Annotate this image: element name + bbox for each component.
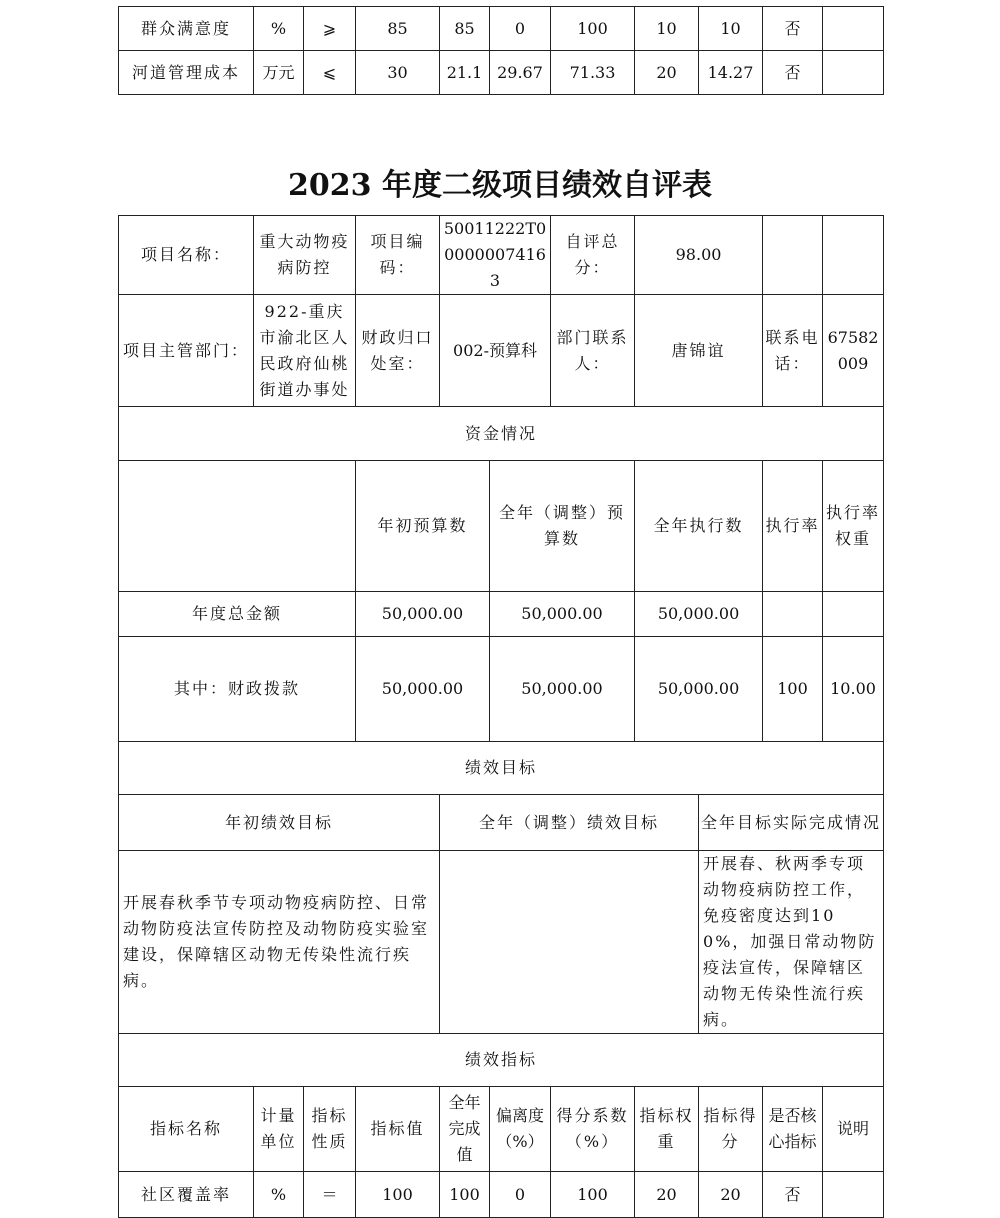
table-row [119,51,884,95]
indicators-section-row [119,1034,884,1087]
page-title: 2023 年度二级项目绩效自评表 [288,168,712,203]
funds-rate: 100 [763,637,823,742]
goals-header-initial: 年初绩效目标 [119,795,440,851]
goals-header-actual: 全年目标实际完成情况 [699,795,884,851]
indicator-coef: 100 [551,1172,635,1218]
indicator-actual: 100 [440,1172,490,1218]
indicator-weight: 20 [635,1172,699,1218]
indicators-section-title: 绩效指标 [119,1034,884,1087]
indicator-unit: % [254,1172,304,1218]
project-name-row [119,216,884,295]
finance-label: 财政归口处室： [356,295,440,407]
goals-actual-text: 开展春、秋两季专项动物疫病防控工作，免疫密度达到100%，加强日常动物防疫法宣传，保障辖区动物无传染性流行疾病。 [699,851,884,1034]
goals-section-row [119,742,884,795]
funds-section-title: 资金情况 [119,407,884,461]
goals-content-row [119,851,884,1034]
project-name-label: 项目名称： [119,216,254,295]
ind-header-core: 是否核心指标 [763,1087,823,1172]
funds-adjusted: 50,000.00 [490,637,635,742]
indicator-weight: 10 [635,7,699,51]
indicator-nature: ＝ [304,1172,356,1218]
indicator-actual: 21.1 [440,51,490,95]
funds-header-rate-weight: 执行率权重 [823,461,884,592]
indicator-note [823,51,884,95]
indicator-unit: % [254,7,304,51]
table-row [119,592,884,637]
contact-value: 唐锦谊 [635,295,763,407]
project-code-value: 50011222T000000074163 [440,216,551,295]
indicator-score: 20 [699,1172,763,1218]
contact-label: 部门联系人： [551,295,635,407]
indicator-deviation: 0 [490,7,551,51]
funds-budget: 50,000.00 [356,592,490,637]
empty-cell [119,461,356,592]
goals-section-title: 绩效目标 [119,742,884,795]
finance-value: 002-预算科 [440,295,551,407]
phone-value: 67582009 [823,295,884,407]
funds-weight: 10.00 [823,637,884,742]
department-row [119,295,884,407]
funds-row-label: 其中：财政拨款 [119,637,356,742]
indicator-target: 30 [356,51,440,95]
funds-row-label: 年度总金额 [119,592,356,637]
indicator-unit: 万元 [254,51,304,95]
funds-rate [763,592,823,637]
dept-value: 922-重庆市渝北区人民政府仙桃街道办事处 [254,295,356,407]
project-code-label: 项目编码： [356,216,440,295]
goals-adjusted-text [440,851,699,1034]
funds-adjusted: 50,000.00 [490,592,635,637]
funds-header-row [119,461,884,592]
indicator-actual: 85 [440,7,490,51]
indicator-target: 100 [356,1172,440,1218]
funds-header-rate: 执行率 [763,461,823,592]
indicator-core: 否 [763,51,823,95]
top-indicator-table [118,6,884,95]
funds-executed: 50,000.00 [635,637,763,742]
table-row [119,1172,884,1218]
empty-cell [763,216,823,295]
indicator-weight: 20 [635,51,699,95]
table-row [119,7,884,51]
ind-header-score: 指标得分 [699,1087,763,1172]
goals-initial-text: 开展春秋季节专项动物疫病防控、日常动物防疫法宣传防控及动物防疫实验室建设，保障辖区动物无传染性流行疾病。 [119,851,440,1034]
indicator-name: 社区覆盖率 [119,1172,254,1218]
ind-header-nature: 指标性质 [304,1087,356,1172]
indicator-core: 否 [763,1172,823,1218]
indicator-score: 14.27 [699,51,763,95]
indicators-header-row [119,1087,884,1172]
funds-weight [823,592,884,637]
ind-header-weight: 指标权重 [635,1087,699,1172]
self-score-label: 自评总分： [551,216,635,295]
indicator-deviation: 29.67 [490,51,551,95]
indicator-name: 群众满意度 [119,7,254,51]
evaluation-table [118,215,884,1218]
ind-header-note: 说明 [823,1087,884,1172]
indicator-nature: ⩾ [304,7,356,51]
indicator-note [823,1172,884,1218]
ind-header-coef: 得分系数（%） [551,1087,635,1172]
funds-header-budget: 年初预算数 [356,461,490,592]
indicator-target: 85 [356,7,440,51]
phone-label: 联系电话： [763,295,823,407]
ind-header-unit: 计量单位 [254,1087,304,1172]
indicator-core: 否 [763,7,823,51]
table-row [119,637,884,742]
empty-cell [823,216,884,295]
indicator-name: 河道管理成本 [119,51,254,95]
project-name-value: 重大动物疫病防控 [254,216,356,295]
indicator-nature: ⩽ [304,51,356,95]
goals-header-row [119,795,884,851]
funds-section-row [119,407,884,461]
self-score-value: 98.00 [635,216,763,295]
indicator-score: 10 [699,7,763,51]
goals-header-adjusted: 全年（调整）绩效目标 [440,795,699,851]
funds-header-adjusted: 全年（调整）预算数 [490,461,635,592]
funds-executed: 50,000.00 [635,592,763,637]
ind-header-deviation: 偏离度（%） [490,1087,551,1172]
ind-header-actual: 全年完成值 [440,1087,490,1172]
indicator-note [823,7,884,51]
ind-header-target: 指标值 [356,1087,440,1172]
ind-header-name: 指标名称 [119,1087,254,1172]
indicator-coef: 100 [551,7,635,51]
indicator-coef: 71.33 [551,51,635,95]
dept-label: 项目主管部门： [119,295,254,407]
indicator-deviation: 0 [490,1172,551,1218]
funds-budget: 50,000.00 [356,637,490,742]
funds-header-executed: 全年执行数 [635,461,763,592]
